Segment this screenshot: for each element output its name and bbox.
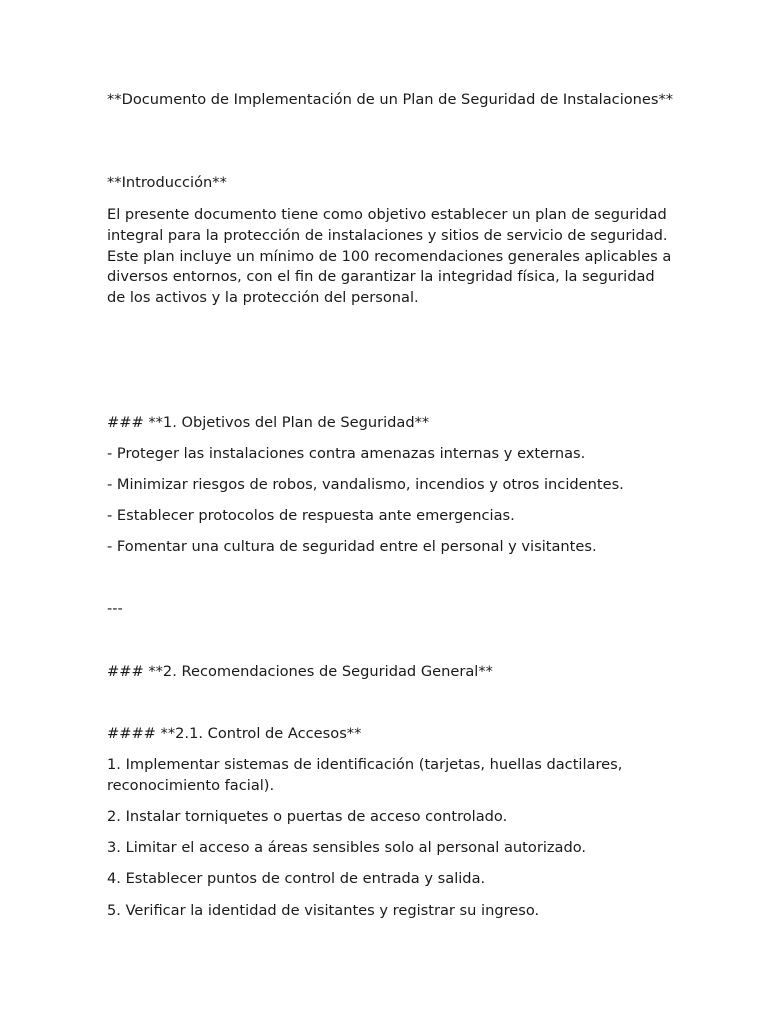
subsection-2-1-heading: #### **2.1. Control de Accesos** (107, 725, 362, 742)
section-2-heading: ### **2. Recomendaciones de Seguridad General** (107, 663, 493, 680)
access-control-item: 4. Establecer puntos de control de entrada y salida. (107, 870, 486, 887)
intro-paragraph: El presente documento tiene como objetivo establecer un plan de seguridad integral para la protección de instalaciones y sitios de servicio de seguridad. Este plan incluye un mínimo de 100 recomendaciones generales aplicables a diversos entornos, con el fin de garantizar la integridad física, la seguridad de los activos y la protección del personal. (107, 206, 672, 307)
document-title: **Documento de Implementación de un Plan de Seguridad de Instalaciones** (107, 91, 674, 108)
objective-item: - Minimizar riesgos de robos, vandalismo, incendios y otros incidentes. (107, 476, 624, 493)
access-control-item: 5. Verificar la identidad de visitantes y registrar su ingreso. (107, 902, 540, 919)
access-control-item: 3. Limitar el acceso a áreas sensibles solo al personal autorizado. (107, 839, 587, 856)
objective-item: - Proteger las instalaciones contra amenazas internas y externas. (107, 445, 586, 462)
intro-heading: **Introducción** (107, 174, 227, 191)
separator: --- (107, 600, 123, 617)
section-1-heading: ### **1. Objetivos del Plan de Seguridad** (107, 414, 430, 431)
access-control-item: 1. Implementar sistemas de identificación (tarjetas, huellas dactilares, reconocimiento facial). (107, 756, 623, 794)
access-control-item: 2. Instalar torniquetes o puertas de acceso controlado. (107, 808, 508, 825)
objective-item: - Establecer protocolos de respuesta ante emergencias. (107, 507, 515, 524)
objective-item: - Fomentar una cultura de seguridad entre el personal y visitantes. (107, 538, 597, 555)
